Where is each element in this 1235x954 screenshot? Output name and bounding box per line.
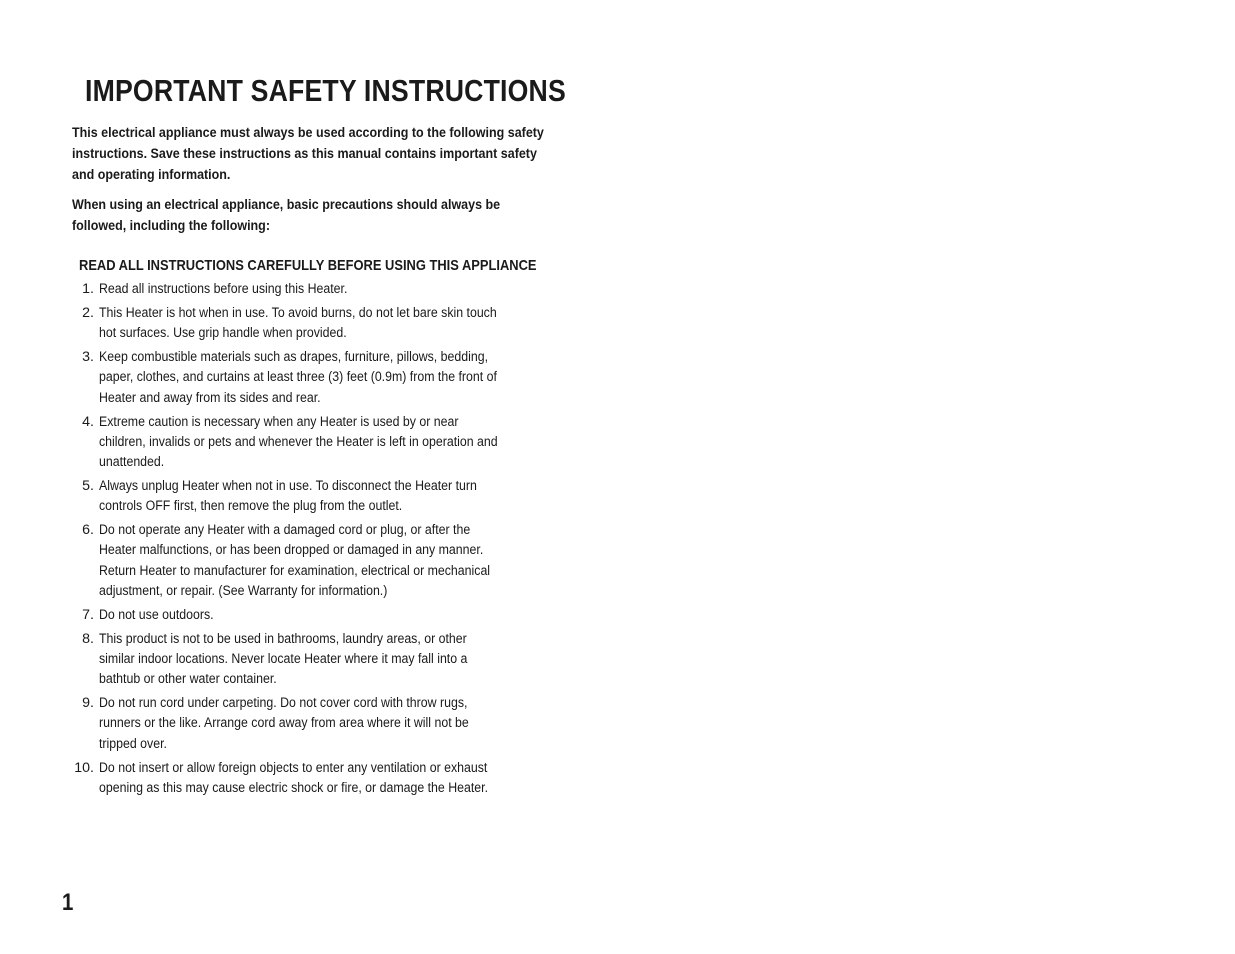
intro-paragraph-2: When using an electrical appliance, basic precautions should always be followed, including the following:: [72, 197, 501, 233]
list-item: [72, 693, 558, 754]
instruction-list: [72, 279, 558, 798]
item-text: Extreme caution is necessary when any Heater is used by or near children, invalids or pets and whenever the Heater is left in operation and unattended.: [99, 413, 498, 471]
item-number: 8.: [82, 630, 94, 647]
page-number: 1: [62, 889, 74, 916]
intro-paragraph-1: This electrical appliance must always be used according to the following safety instructions. Save these instructions as this manual contains important safety and operating information.: [72, 125, 544, 182]
item-text: Read all instructions before using this Heater.: [99, 281, 348, 297]
instructions-column: [72, 72, 566, 802]
list-item: [72, 412, 558, 473]
item-number: 9.: [82, 695, 94, 712]
item-text: This Heater is hot when in use. To avoid burns, do not let bare skin touch hot surfaces. Use grip handle when provided.: [99, 305, 497, 342]
item-number: 6.: [82, 522, 94, 539]
list-item: [72, 758, 558, 798]
item-number: 4.: [82, 413, 94, 430]
item-text: Always unplug Heater when not in use. To disconnect the Heater turn controls OFF first, then remove the plug from the outlet.: [99, 478, 477, 515]
page-title: IMPORTANT SAFETY INSTRUCTIONS: [85, 73, 566, 108]
item-number: 3.: [82, 349, 94, 366]
item-text: Keep combustible materials such as drapes, furniture, pillows, bedding, paper, clothes, and curtains at least three (3) feet (0.9m) from the front of Heater and away from its sides and rear.: [99, 349, 497, 406]
item-text: This product is not to be used in bathrooms, laundry areas, or other similar indoor locations. Never locate Heater where it may fall into a bathtub or other water container.: [99, 630, 468, 688]
list-item: [72, 605, 558, 625]
section-subheading: READ ALL INSTRUCTIONS CAREFULLY BEFORE USING THIS APPLIANCE: [79, 257, 537, 274]
item-number: 2.: [82, 305, 94, 321]
list-item: [72, 476, 558, 516]
item-text: Do not use outdoors.: [99, 606, 214, 623]
list-item: [72, 629, 558, 690]
list-item: [72, 520, 558, 601]
item-number: 1.: [82, 281, 94, 297]
item-text: Do not insert or allow foreign objects to enter any ventilation or exhaust opening as this may cause electric shock or fire, or damage the Heater.: [99, 759, 489, 796]
item-number: 10.: [74, 759, 94, 776]
item-number: 5.: [82, 478, 94, 495]
list-item: [72, 303, 558, 343]
item-text: Do not operate any Heater with a damaged cord or plug, or after the Heater malfunctions, or has been dropped or damaged in any manner. Return Heater to manufacturer for examination, electrical or mechanical adjustment, or repair. (See Warranty for information.): [99, 522, 491, 599]
item-number: 7.: [82, 606, 94, 623]
list-item: [72, 279, 558, 299]
item-text: Do not run cord under carpeting. Do not cover cord with throw rugs, runners or the like. Arrange cord away from area where it will not be tripped over.: [99, 695, 469, 752]
list-item: [72, 347, 558, 408]
